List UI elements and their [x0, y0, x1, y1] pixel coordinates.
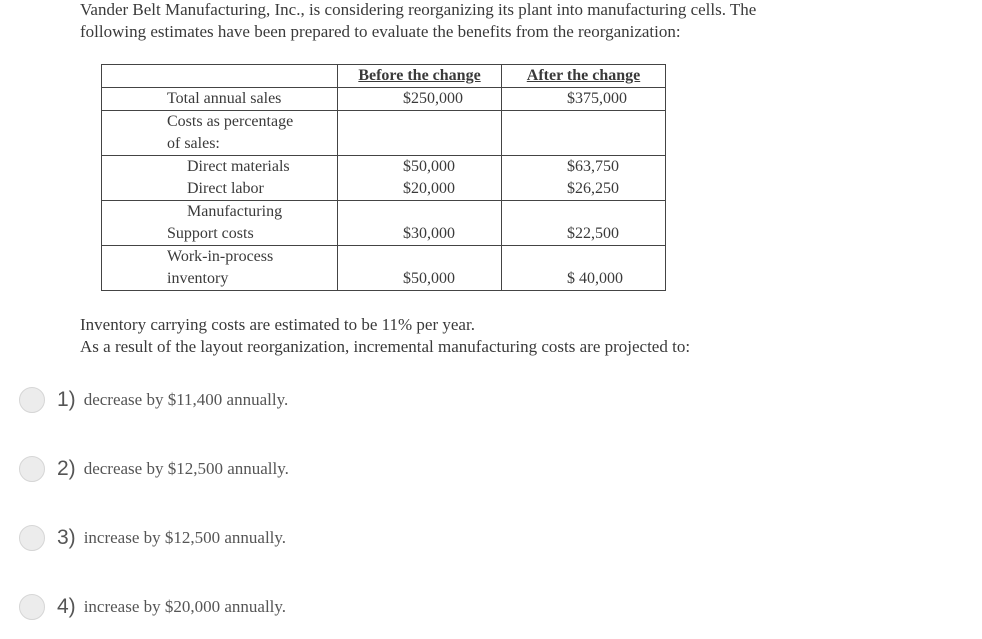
cell-dm-before: $50,000	[403, 158, 455, 175]
mfg-line-2: Support costs	[167, 225, 254, 242]
option-number: 4)	[57, 595, 76, 618]
wip-line-2: inventory	[167, 270, 229, 287]
header-blank	[102, 65, 338, 88]
cell-sales-before: $250,000	[338, 88, 502, 111]
cell-costs-pct-after	[502, 111, 666, 156]
cell-wip-after: $ 40,000	[502, 246, 666, 291]
header-before: Before the change	[338, 65, 502, 88]
row-label-sales: Total annual sales	[102, 88, 338, 111]
row-label-direct-materials	[102, 156, 338, 201]
estimates-table	[101, 64, 666, 291]
answer-option-1[interactable]	[19, 386, 288, 414]
table-row	[102, 201, 666, 246]
option-text[interactable]: increase by $20,000 annually.	[83, 597, 287, 616]
table-row	[102, 88, 666, 111]
row-label-costs-pct	[102, 111, 338, 156]
option-text[interactable]: decrease by $12,500 annually.	[83, 459, 289, 478]
costs-pct-line-2: of sales:	[167, 135, 220, 152]
cell-costs-pct-before	[338, 111, 502, 156]
option-number: 3)	[57, 526, 76, 549]
answer-option-3[interactable]	[19, 524, 286, 552]
table-row	[102, 246, 666, 291]
table-row	[102, 156, 666, 201]
option-number: 2)	[57, 457, 76, 480]
wip-line-1: Work-in-process	[167, 248, 274, 265]
radio-button-icon[interactable]	[19, 525, 45, 551]
question-notes	[80, 314, 690, 358]
table-header-row	[102, 65, 666, 88]
option-text[interactable]: decrease by $11,400 annually.	[83, 390, 289, 409]
radio-button-icon[interactable]	[19, 387, 45, 413]
cell-dm-dl-after	[502, 156, 666, 201]
option-number: 1)	[57, 388, 76, 411]
cell-dl-after: $26,250	[567, 180, 619, 197]
notes-line-2: As a result of the layout reorganization, incremental manufacturing costs are projected to:	[80, 337, 691, 356]
cell-mfg-before: $30,000	[338, 201, 502, 246]
cell-dm-dl-before	[338, 156, 502, 201]
row-label-mfg	[102, 201, 338, 246]
dm-label: Direct materials	[187, 158, 290, 175]
cell-dm-after: $63,750	[567, 158, 619, 175]
dl-label: Direct labor	[187, 180, 264, 197]
answer-option-2[interactable]	[19, 455, 289, 483]
question-intro	[80, 0, 960, 43]
intro-line-2: following estimates have been prepared to evaluate the benefits from the reorganization:	[80, 22, 681, 41]
table-row	[102, 111, 666, 156]
option-text[interactable]: increase by $12,500 annually.	[83, 528, 287, 547]
cell-sales-after: $375,000	[502, 88, 666, 111]
mfg-line-1: Manufacturing	[187, 203, 283, 220]
header-after: After the change	[502, 65, 666, 88]
row-label-wip	[102, 246, 338, 291]
radio-button-icon[interactable]	[19, 594, 45, 620]
intro-line-1: Vander Belt Manufacturing, Inc., is considering reorganizing its plant into manufacturing cells. The	[80, 0, 757, 19]
cell-mfg-after: $22,500	[502, 201, 666, 246]
costs-pct-line-1: Costs as percentage	[167, 113, 294, 130]
cell-dl-before: $20,000	[403, 180, 455, 197]
answer-option-4[interactable]	[19, 593, 286, 621]
radio-button-icon[interactable]	[19, 456, 45, 482]
cell-wip-before: $50,000	[338, 246, 502, 291]
notes-line-1: Inventory carrying costs are estimated to be 11% per year.	[80, 315, 475, 334]
